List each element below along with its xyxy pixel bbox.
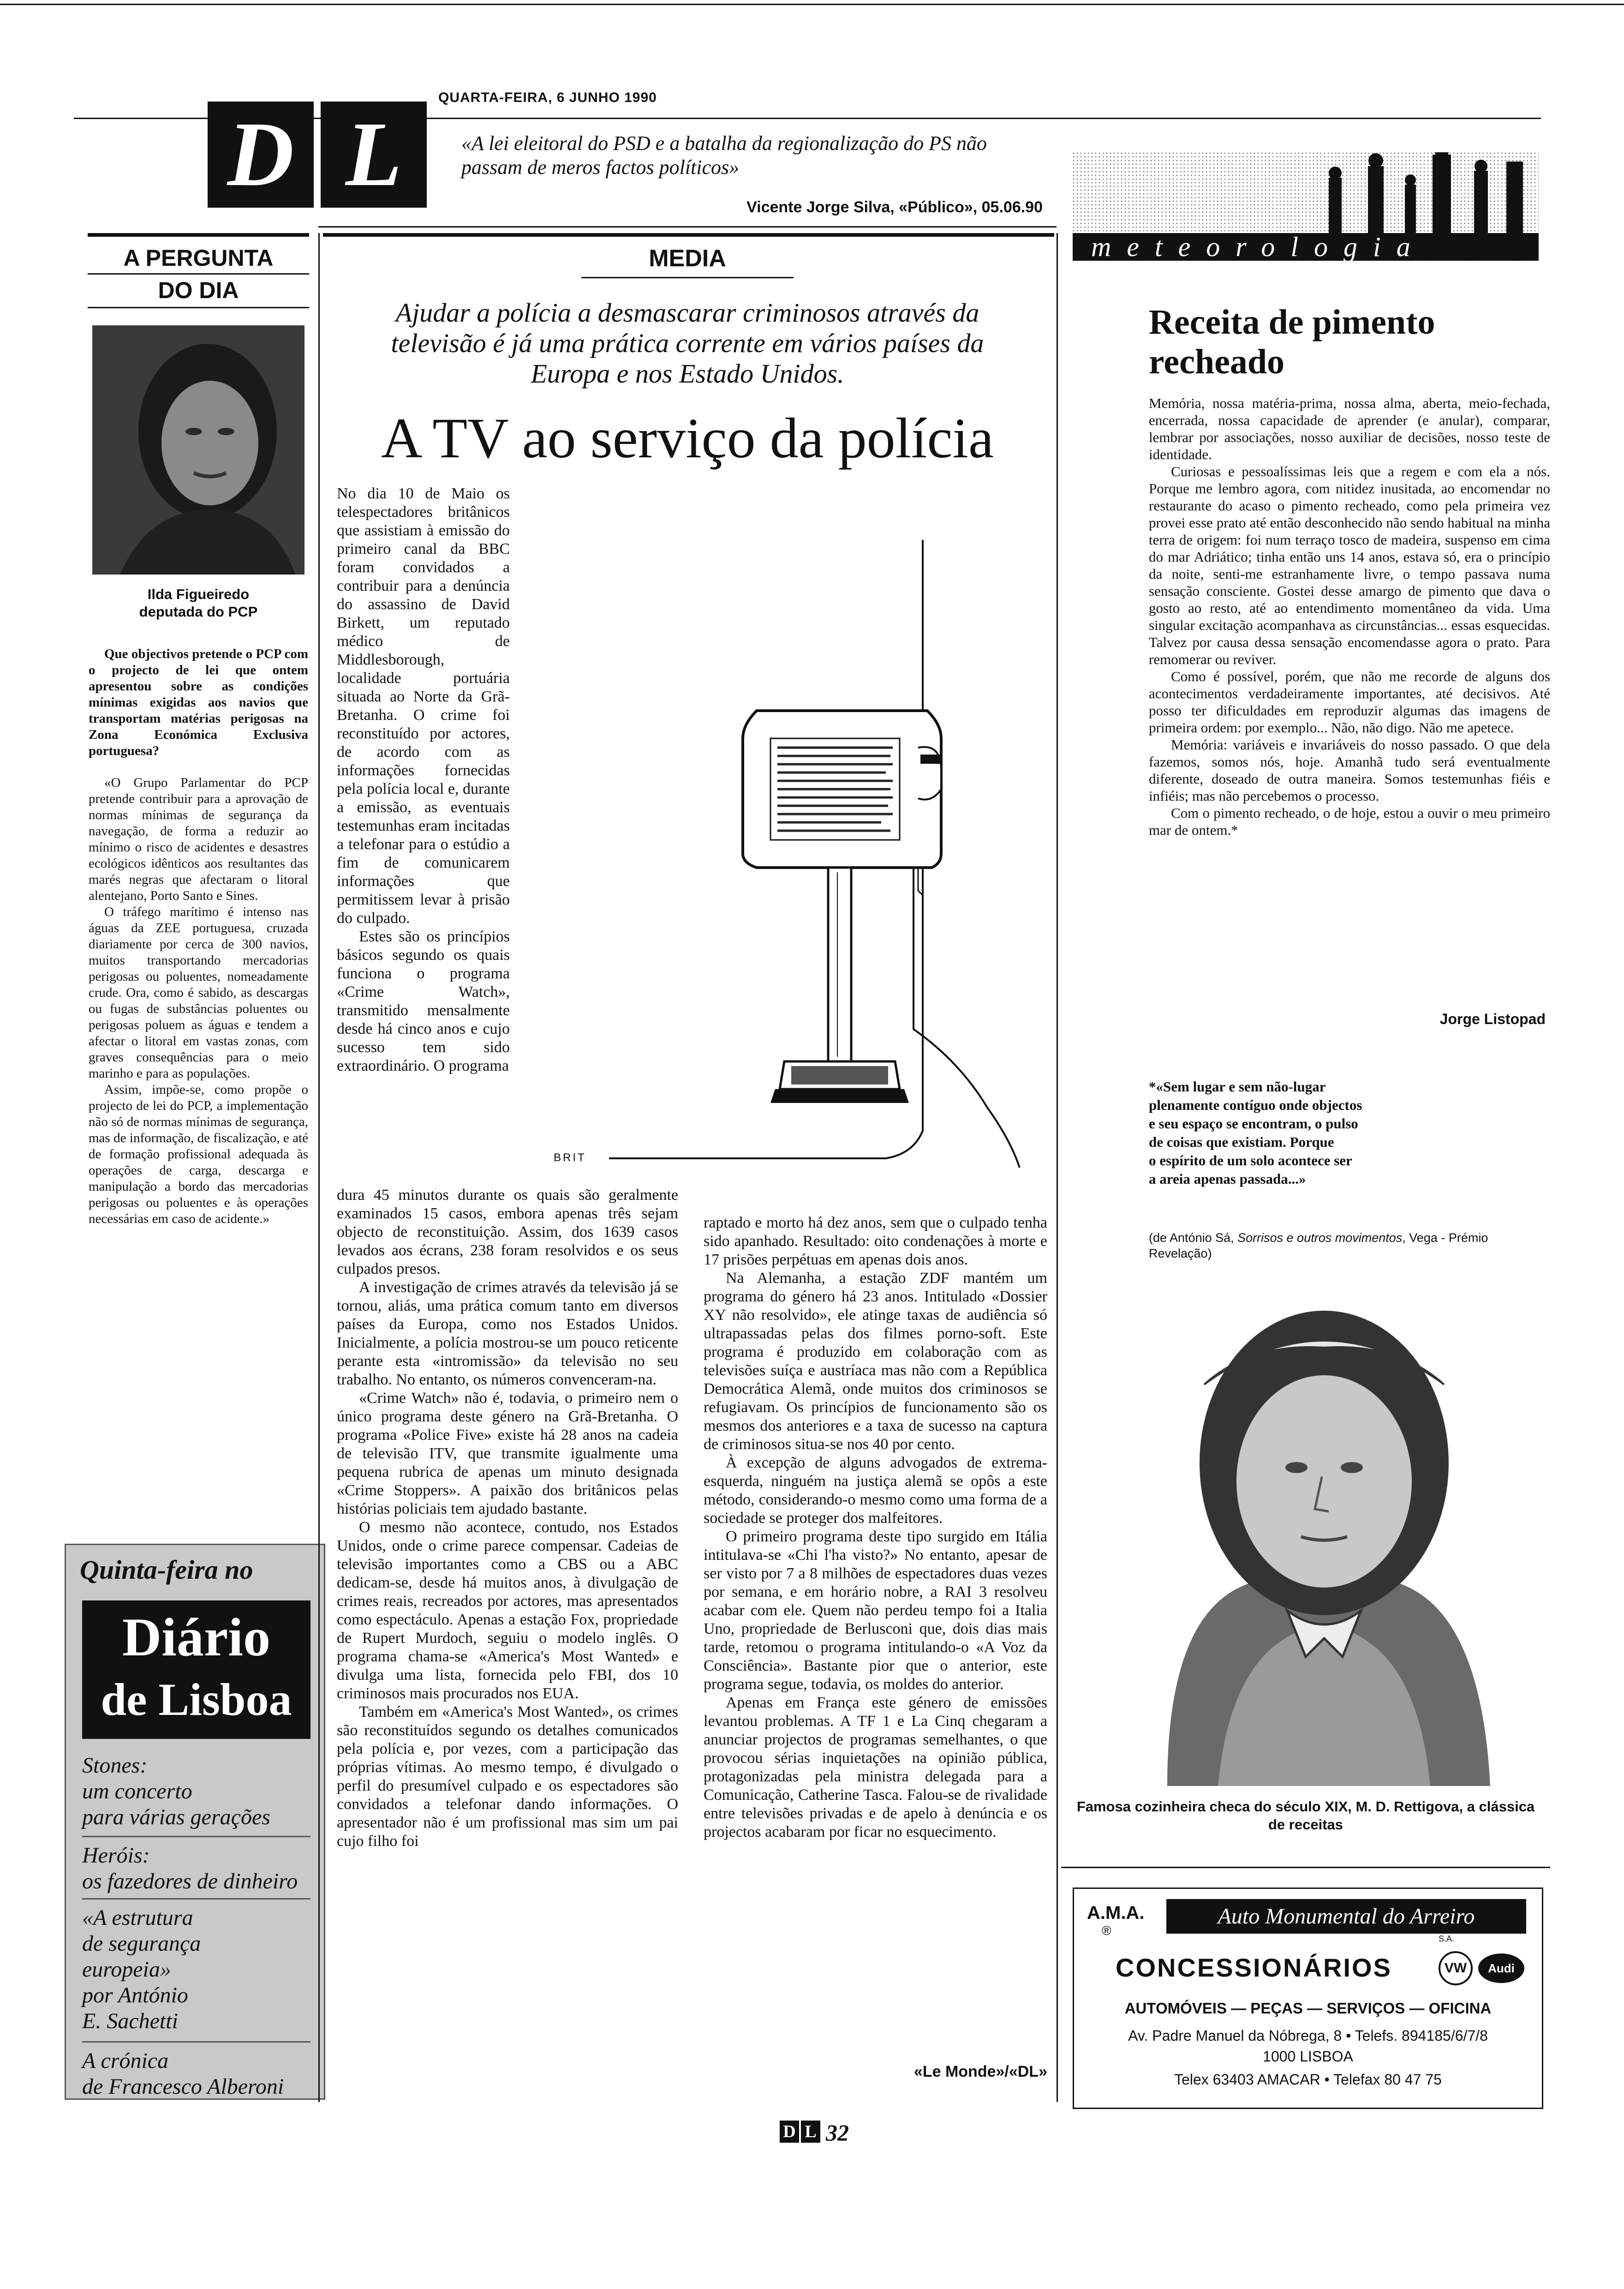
rettigova-portrait (1112, 1288, 1536, 1786)
meteo-footnote: *«Sem lugar e sem não-lugar plenamente contíguo onde objectos e seu espaço se encontram, o pulso de coisas que existiam. Porque o espírito de um solo acontece ser a areia apenas passada...» (1149, 1079, 1362, 1187)
promo-item-cronica: A crónica de Francesco Alberoni (82, 2049, 284, 2099)
promo-divider-2 (82, 1898, 310, 1900)
media-col1-p1: No dia 10 de Maio os telespectadores britânicos que assistiam à emissão do primeiro canal da BBC foram convidados a contribuir para a denúncia do assassino de David Birkett, um reputado médico de Middlesborough, localidade portuária situada ao Norte da Grã-Bretanha. O crime foi reconstituído por actores, de acordo com as informações fornecidas pela polícia local e, durante a emissão, as eventuais testemunhas eram incitadas a telefonar para o estúdio a fim de comunicarem informações que permitissem levar à prisão do culpado. (337, 485, 510, 927)
pergunta-mid-rule (88, 273, 309, 275)
media-col1-b2: A investigação de crimes através da televisão já se tornou, aliás, uma prática comum tanto em diversos países da Europa, como nos Estados Unidos. Inicialmente, a polícia mostrou-se um pouco reticente perante esta «intromissão» da televisão no seu trabalho. No entanto, os números convenceram-na. (337, 1279, 678, 1388)
media-col1-b3: «Crime Watch» não é, todavia, o primeiro nem o único programa deste género na Grã-Bretanha. O programa «Police Five» existe há 28 anos na cadeia de televisão ITV, que transmite igualmente uma pequena rubrica de apenas um minuto designada «Crime Stoppers». A paixão dos britânicos pelas histórias policiais tem ajudado bastante. (337, 1390, 678, 1517)
meteo-p1: Memória, nossa matéria-prima, nossa alma, aberta, meio-fechada, encerrada, nossa capacidade de aprender (e anular), comparar, lembrar por associações, nosso auxiliar de decisões, nosso teste de identidade. (1149, 395, 1550, 462)
media-section-label: MEDIA (649, 245, 726, 272)
meteo-author: Jorge Listopad (1439, 1011, 1546, 1027)
issue-date: QUARTA-FEIRA, 6 JUNHO 1990 (438, 90, 657, 105)
audi-logo: Audi (1478, 1953, 1524, 1983)
promo-item-herois: Heróis: os fazedores de dinheiro (82, 1843, 298, 1894)
ad-brand-sa: S.A. (1439, 1934, 1455, 1943)
ad-services: AUTOMÓVEIS — PEÇAS — SERVIÇOS — OFICINA (1124, 2000, 1492, 2017)
meteo-p2: Curiosas e pessoalíssimas leis que a regem e com ela a nós. Porque me lembro agora, com nitidez inusitada, ao encomendar no restaurante do acaso o pimento recheado, como pela primeira vez provei esse prato até então desconhecido não sendo habitual na minha terra de origem: foi num terraço tosco de madeira, suspenso em cima do mar Adriático; tinha então uns 14 anos, estava só, era o princípio da noite, senti-me estranhamente livre, o tempo passava numa sensação consciente. Gostei desse amargo de pimento que dava o gosto ao resto, até ao entendimento momentâneo da vida. Uma singular excitação acompanhava as circunstâncias... essas esquecidas. Talvez por causa dessa sensação encomendasse agora o prato. Para remomerar ou reviver. (1149, 463, 1550, 667)
ad-registered: ® (1102, 1923, 1111, 1938)
media-col1-b1: dura 45 minutos durante os quais são geralmente examinados 15 casos, embora apenas três sejam objecto de reconstituição. Assim, dos 1639 casos levados aos écrans, 238 foram resolvidos e os seus culpados presos. (337, 1186, 678, 1277)
media-headline: A TV ao serviço da polícia (381, 407, 994, 470)
ad-top-rule (1061, 1867, 1550, 1868)
media-label-underline (581, 277, 794, 278)
vw-logo: VW (1439, 1951, 1473, 1985)
meteo-p3: Como é possível, porém, que não me recorde de alguns dos acontecimentos verdadeiramente importantes, até decisivos. Até posso ter dificuldades em reproduzir algumas das imagens de primeira ordem: por exemplo... Não, não digo. Não me apetece. (1149, 668, 1550, 736)
ad-concessionarios: CONCESSIONÁRIOS (1116, 1953, 1392, 1982)
masthead-quote-author: Vicente Jorge Silva, «Público», 05.06.90 (746, 198, 1043, 216)
meteo-footnote-source (1149, 1230, 1546, 1261)
top-border (0, 4, 1624, 5)
cartoon-tv-lamp (526, 531, 1033, 1177)
meteo-title: Receita de pimento recheado (1149, 303, 1435, 381)
pergunta-title-1: A PERGUNTA (123, 245, 274, 271)
left-column-rule (318, 233, 320, 2102)
ad-brand-script: Auto Monumental do Arreiro (1218, 1904, 1475, 1929)
ad-brand-banner (1166, 1899, 1526, 1934)
pergunta-answer-3: Assim, impõe-se, como propõe o projecto de lei do PCP, a implementação não só de normas mínimas de segurança, mas de informação, de fiscalização, e até de formação profissional adequada às operações de carga, descarga e manipulação a bordo das mercadorias perigosas ou poluentes e às operações necessárias em caso de acidente.» (89, 1082, 308, 1226)
footer-logo: D L (780, 2121, 821, 2143)
pergunta-answer-1: «O Grupo Parlamentar do PCP pretende contribuir para a aprovação de normas mínimas de segurança da navegação, de forma a reduzir ao mínimo o risco de acidentes e desastres ecológicos idênticos aos resultantes das marés negras que afectaram o litoral alentejano, Porto Santo e Sines. (89, 775, 308, 903)
media-col2-p1: raptado e morto há dez anos, sem que o culpado tenha sido apanhado. Resultado: oito condenações à morte e 17 prisões perpétuas em apenas dois anos. (704, 1214, 1047, 1268)
pergunta-bottom-rule (88, 307, 309, 308)
media-col2-p2: Na Alemanha, a estação ZDF mantém um programa do género há 23 anos. Intitulado «Dossier XY não resolvido», ele atinge taxas de audiência só ultrapassadas pelas dos filmes porno-soft. Este programa é produzido em colaboração com as televisões suíça e austríaca mas não com a República Democrática Alemã, onde muitos dos criminosos se refugiavam. Os princípios de funcionamento são os mesmos dos anteriores e a taxa de sucesso na captura de criminosos situa-se nos 40 por cento. (704, 1270, 1047, 1453)
page-number: 32 (826, 2120, 849, 2145)
media-col1-top (337, 485, 510, 1075)
ad-ama: A.M.A. (1087, 1903, 1145, 1923)
media-col1-b4: O mesmo não acontece, contudo, nos Estados Unidos, onde o crime parece compensar. Cadeias de televisão importantes como a CBS ou a ABC dedicam-se, desde há muitos anos, à divulgação de crimes reais, recreados por actores, mas apresentados como espectáculo. Apenas a estação Fox, propriedade de Rupert Murdoch, seguiu o modelo inglês. O programa chama-se «America's Most Wanted» e divulga uma lista, fornecida pelo FBI, dos 10 criminosos mais procurados nos EUA. (337, 1519, 678, 1702)
promo-divider-1 (82, 1836, 310, 1837)
footnote-source-prefix: (de António Sá, (1149, 1231, 1238, 1245)
meteo-p4: Memória: variáveis e invariáveis do nosso passado. O que dela fazemos, somos nós, hoje. Amanhã tudo será eventualmente diferente, doseado de outra maneira. Somos testemunhas fiéis e infiéis; mas não percebemos o processo. (1149, 737, 1550, 804)
ilda-figueiredo-photo (92, 325, 304, 575)
diario-de-lisboa-logo (82, 1600, 310, 1739)
promo-header: Quinta-feira no (80, 1555, 253, 1585)
masthead-quote: «A lei eleitoral do PSD e a batalha da regionalização do PS não passam de meros factos políticos» (461, 132, 987, 179)
media-deck: Ajudar a polícia a desmascarar criminosos através da televisão é já uma prática corrente em vários países da Europa e nos Estado Unidos. (391, 298, 984, 389)
media-source: «Le Monde»/«DL» (914, 2063, 1047, 2080)
media-col2-p5: Apenas em França este género de emissões levantou problemas. A TF 1 e La Cinq chegaram a anunciar projectos de programas semelhantes, o que provocou sérias inquietações na opinião pública, protagonizadas pela ministra delegada para a Comunicação, Catherine Tasca. Falou-se de rivalidade entre televisões privadas e de apelo à denúncia e os projectos acabaram por ficar no esquecimento. (704, 1694, 1047, 1840)
media-col2-p4: O primeiro programa deste tipo surgido em Itália intitulava-se «Chi l'ha visto?» No entanto, apesar de ser visto por 7 a 8 milhões de espectadores duas vezes por semana, e em horário nobre, a RAI 3 resolveu acabar com ele. Quem não perdeu tempo foi a Italia Uno, propriedade de Berlusconi que, dois dias mais tarde, retomou o programa intitulando-o «A Voz da Consciência». Bastante pior que o anterior, este programa segue, todavia, os moldes do anterior. (704, 1528, 1047, 1693)
ad-telex: Telex 63403 AMACAR • Telefax 80 47 75 (1174, 2071, 1442, 2088)
media-col1-bottom (337, 1186, 678, 1851)
media-col1-b5: Também em «America's Most Wanted», os crimes são reconstituídos segundo os detalhes comunicados pela polícia e, por vezes, com a participação das próprias vítimas. Ao mesmo tempo, é divulgado o perfil do presumível culpado e os espectadores são convidados a telefonar dando informações. O apresentador não é um profissional mas sim um pai cujo filho foi (337, 1703, 678, 1850)
pergunta-answer-2: O tráfego marítimo é intenso nas águas da ZEE portuguesa, cruzada diariamente por cerca de 300 navios, muitos transportando mercadorias perigosas ou poluentes, nomeadamente crude. Ora, como é sabido, as descargas ou fugas de substâncias poluentes ou perigosas poluem as águas e tendem a afectar o litoral em vastas zonas, com graves consequências para o meio marinho e para as populações. (89, 905, 308, 1081)
promo-divider-3 (82, 2041, 310, 2043)
ad-city: 1000 LISBOA (1263, 2048, 1353, 2065)
media-top-rule (323, 233, 1054, 237)
meteo-text (1149, 395, 1550, 839)
footnote-source-book: Sorrisos e outros movimentos (1237, 1231, 1403, 1245)
ama-advertisement (1073, 1888, 1543, 2109)
ad-address: Av. Padre Manuel da Nóbrega, 8 • Telefs. 894185/6/7/8 (1128, 2027, 1488, 2044)
media-col1-p2: Estes são os princípios básicos segundo os quais funciona o programa «Crime Watch», transmitido mensalmente desde há cinco anos e cujo sucesso tem sido extraordinário. O programa (337, 928, 510, 1074)
person-name: Ilda Figueiredo (147, 586, 250, 602)
meteo-banner (1073, 152, 1539, 263)
pergunta-title-2: DO DIA (158, 277, 239, 303)
promo-item-estrutura: «A estrutura de segurança europeia» por António E. Sachetti (82, 1906, 201, 2033)
masthead-logo: D L (208, 102, 429, 208)
pergunta-text (89, 646, 308, 1227)
cartoon-signature: BRIT (554, 1151, 586, 1164)
masthead-bottom-rule (318, 226, 1057, 228)
media-col2 (704, 1214, 1047, 1841)
pergunta-top-rule (88, 233, 309, 237)
portrait-caption: Famosa cozinheira checa do século XIX, M. D. Rettigova, a clássica de receitas (1076, 1798, 1535, 1833)
right-column-rule (1057, 233, 1058, 2102)
promo-item-stones: Stones: um concerto para várias gerações (82, 1753, 270, 1829)
promo-paper-line1: Diário (122, 1607, 271, 1667)
footnote-source-suffix: , Vega - Prémio Revelação) (1149, 1231, 1488, 1260)
person-role: deputada do PCP (139, 604, 258, 620)
media-col2-p3: À excepção de alguns advogados de extrema-esquerda, ninguém na justiça alemã se opôs a este método, considerando-o mesmo como uma forma de a sociedade se proteger dos malfeitores. (704, 1454, 1047, 1527)
meteo-banner-text: meteorologia (1091, 232, 1426, 262)
meteo-p5: Com o pimento recheado, o de hoje, estou a ouvir o meu primeiro mar de ontem.* (1149, 805, 1550, 838)
promo-paper-line2: de Lisboa (101, 1674, 292, 1725)
pergunta-question: Que objectivos pretende o PCP com o projecto de lei que ontem apresentou sobre as condições mínimas exigidas aos navios que transportam matérias perigosas na Zona Económica Exclusiva portuguesa? (89, 647, 308, 758)
promo-box (65, 1544, 325, 2100)
